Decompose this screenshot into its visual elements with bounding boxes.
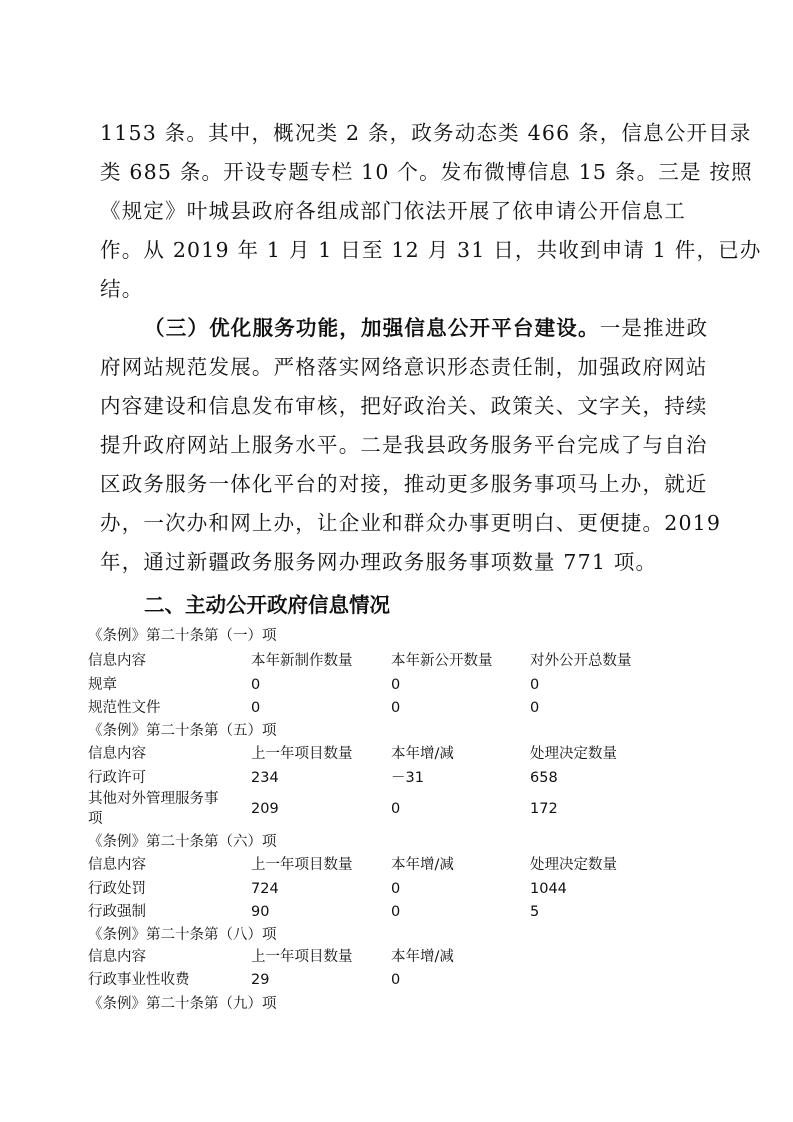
text-line: [100, 309, 709, 348]
table-cell: 行政许可: [88, 770, 146, 786]
table-cell: 行政处罚: [88, 881, 146, 897]
table-cell: 234: [251, 770, 279, 786]
table-cell: 0: [391, 904, 401, 920]
table-header-cell: 信息内容: [88, 746, 146, 762]
table-section-title: 《条例》第二十条第（五）项: [88, 723, 277, 739]
table-cell: 0: [391, 677, 401, 693]
table-row: [0, 697, 793, 719]
table-cell: 规范性文件: [88, 700, 161, 716]
table-cell-wrapped: [88, 789, 258, 829]
table-section-title: 《条例》第二十条第（六）项: [88, 834, 277, 850]
text-line: 结。: [100, 277, 144, 301]
table-section-title: 《条例》第二十条第（一）项: [88, 628, 277, 644]
table-cell: 209: [251, 801, 279, 817]
table-header-row: [0, 946, 793, 968]
text-line: 作。从 2019 年 1 月 1 日至 12 月 31 日，共收到申请 1 件，已办: [100, 238, 762, 262]
section-heading: 二、主动公开政府信息情况: [144, 593, 390, 617]
section-lead: （三）优化服务功能，加强信息公开平台建设。: [144, 316, 600, 340]
table-header-cell: 对外公开总数量: [530, 653, 632, 669]
text-line: 类 685 条。开设专题专栏 10 个。发布微博信息 15 条。三是 按照: [100, 160, 753, 184]
table-cell: －31: [391, 770, 424, 786]
table-header-cell: 处理决定数量: [530, 857, 617, 873]
table-cell: 90: [251, 904, 270, 920]
table-header-cell: 本年增/减: [391, 746, 454, 762]
text-line: 区政务服务一体化平台的对接，推动更多服务事项马上办，就近: [100, 472, 708, 496]
table-cell: 规章: [88, 677, 117, 693]
table-header-row: [0, 854, 793, 876]
table-cell: 0: [251, 677, 261, 693]
table-header-cell: 本年增/减: [391, 857, 454, 873]
table-row: [0, 878, 793, 900]
table-header-cell: 信息内容: [88, 857, 146, 873]
table-section-title: 《条例》第二十条第（九）项: [88, 996, 277, 1012]
table-header-cell: 上一年项目数量: [251, 857, 353, 873]
table-cell: 行政强制: [88, 904, 146, 920]
table-row: [0, 674, 793, 696]
text-line: 府网站规范发展。严格落实网络意识形态责任制，加强政府网站: [100, 355, 708, 379]
table-header-cell: 上一年项目数量: [251, 746, 353, 762]
text-fragment: 一是推进政: [599, 316, 709, 340]
table-row: [0, 901, 793, 923]
table-header-cell: 上一年项目数量: [251, 949, 353, 965]
table-cell: 0: [391, 881, 401, 897]
table-header-row: [0, 743, 793, 765]
table-cell: 1044: [530, 881, 567, 897]
table-header-cell: 本年新公开数量: [391, 653, 493, 669]
table-row: [0, 969, 793, 991]
table-cell: 行政事业性收费: [88, 972, 190, 988]
table-cell: 172: [530, 801, 558, 817]
table-cell: 0: [251, 700, 261, 716]
text-line: 年，通过新疆政务服务网办理政务服务事项数量 771 项。: [100, 550, 658, 574]
text-line: 内容建设和信息发布审核，把好政治关、政策关、文字关，持续: [100, 394, 708, 418]
table-header-cell: 本年增/减: [391, 949, 454, 965]
table-header-cell: 信息内容: [88, 949, 146, 965]
paragraph-statistics: [100, 114, 762, 309]
text-line: 办，一次办和网上办，让企业和群众办事更明白、更便捷。2019: [100, 511, 722, 535]
table-cell: 0: [391, 700, 401, 716]
table-cell: 0: [391, 801, 401, 817]
table-cell-line: 项: [88, 811, 103, 827]
table-header-cell: 处理决定数量: [530, 746, 617, 762]
table-header-cell: 本年新制作数量: [251, 653, 353, 669]
table-header-cell: 信息内容: [88, 653, 146, 669]
table-header-row: [0, 650, 793, 672]
text-line: 1153 条。其中，概况类 2 条，政务动态类 466 条，信息公开目录: [100, 121, 752, 145]
paragraph-platform: [100, 309, 722, 582]
table-cell: 0: [391, 972, 401, 988]
table-cell: 29: [251, 972, 270, 988]
table-cell: 724: [251, 881, 279, 897]
table-cell: 658: [530, 770, 558, 786]
table-row: [0, 767, 793, 789]
table-cell: 5: [530, 904, 540, 920]
table-cell: 0: [530, 700, 540, 716]
table-cell-line: 其他对外管理服务事: [88, 791, 219, 807]
table-cell: 0: [530, 677, 540, 693]
text-line: 《规定》叶城县政府各组成部门依法开展了依申请公开信息工: [100, 199, 686, 223]
text-line: 提升政府网站上服务水平。二是我县政务服务平台完成了与自治: [100, 433, 708, 457]
table-section-title: 《条例》第二十条第（八）项: [88, 927, 277, 943]
